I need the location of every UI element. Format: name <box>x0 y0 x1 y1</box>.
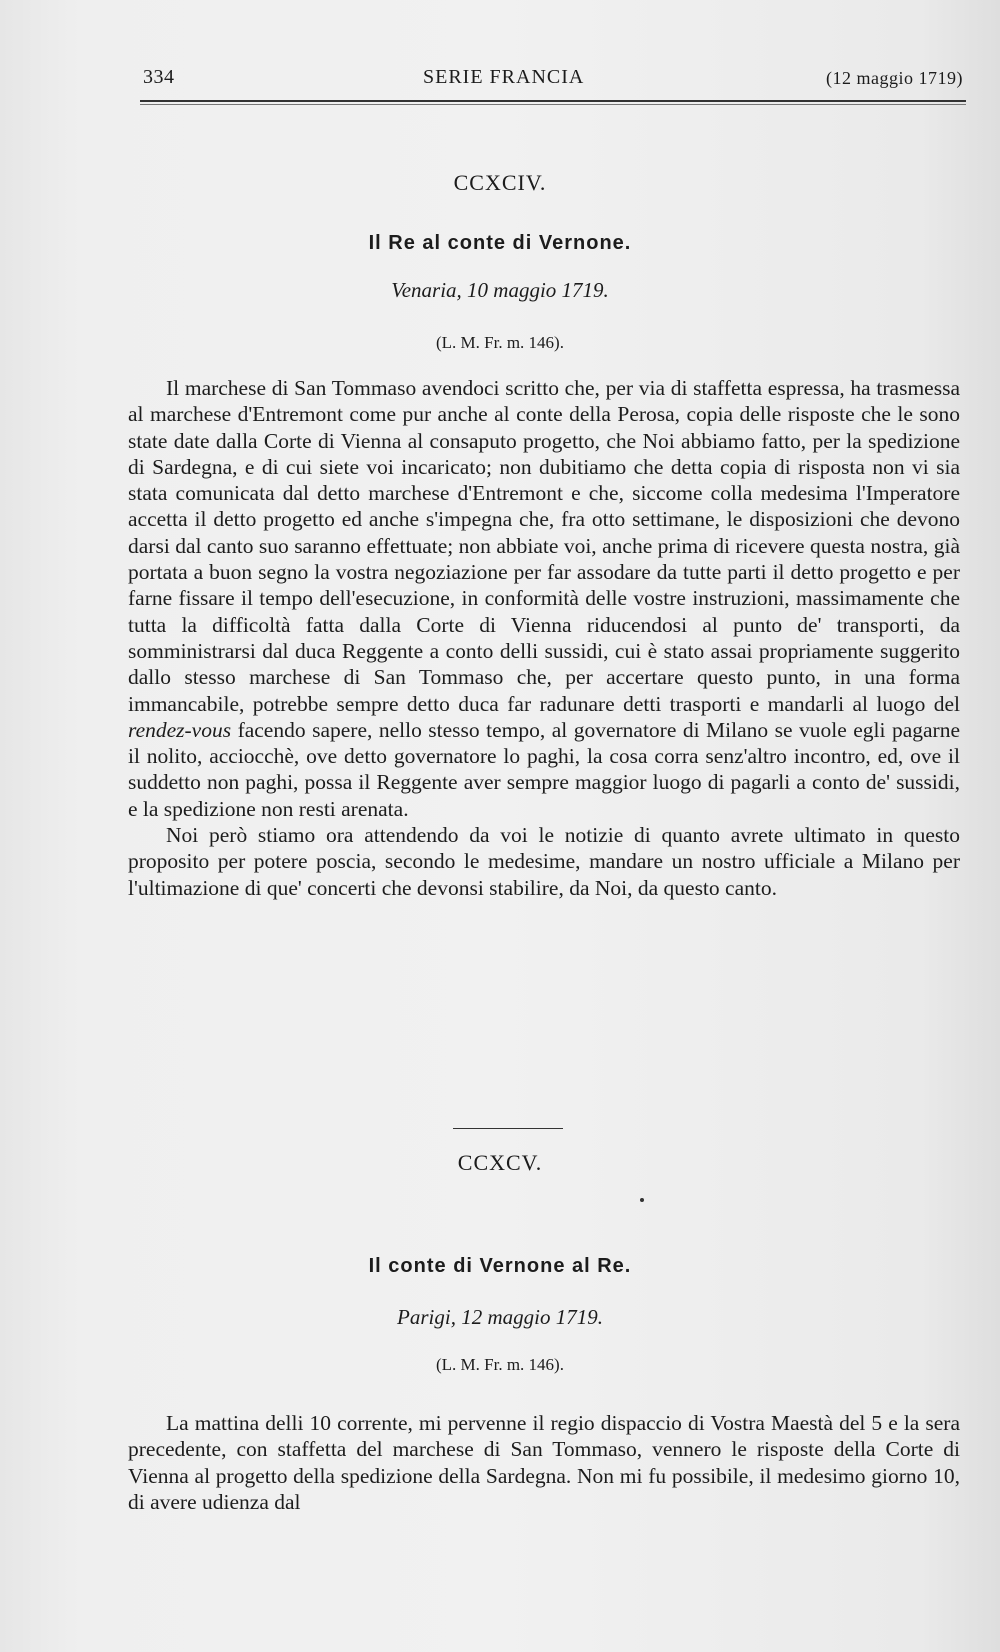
header-rule-thin <box>140 104 966 105</box>
separator-rule <box>453 1128 563 1129</box>
letter-body <box>128 1410 960 1515</box>
header-date: (12 maggio 1719) <box>826 68 963 88</box>
italic-phrase: rendez-vous <box>128 717 232 742</box>
body-paragraph: La mattina delli 10 corrente, mi pervenne il regio dispaccio di Vostra Maestà del 5 e la sera precedente, con staffetta del marchese di San Tommaso, vennero le risposte della Corte di Vienna al progetto della spedizione della Sardegna. Non mi fu possibile, il medesimo giorno 10, di avere udienza dal <box>128 1411 960 1514</box>
page-number: 334 <box>143 66 175 88</box>
letter-source: (L. M. Fr. m. 146). <box>436 333 564 352</box>
series-title: SERIE FRANCIA <box>423 66 585 88</box>
body-paragraph: Il marchese di San Tommaso avendoci scritto che, per via di staffetta espressa, ha trasmessa al marchese d'Entremont come pur anche al conte della Perosa, copia delle risposte che le sono state date dalla Corte di Vienna al consaputo progetto, che Noi abbiamo fatto, per la spedizione di Sardegna, e di cui siete voi incaricato; non dubitiamo che detta copia di risposta non vi sia stata comunicata dal detto marchese d'Entremont e che, siccome colla medesima l'Imperatore accetta il detto progetto ed anche s'impegna che, fra otto settimane, le disposizioni che devono darsi dal canto suo saranno effettuate; non abbiate voi, anche prima di ricevere questa nostra, già portata a buon segno la vostra negoziazione per far assodare da tutte parti il detto progetto e per farne fissare il tempo dell'esecuzione, in conformità delle vostre instruzioni, massimamente che tutta la difficoltà fatta dalla Corte di Vienna riducendosi al punto de' transporti, da somministrarsi dal duca Reggente a conto delli sussidi, cui è stato assai propriamente suggerito dallo stesso marchese di San Tommaso che, per accertare questo punto, in una forma immancabile, potrebbe sempre detto duca far radunare detti trasporti e mandarli al luogo del rendez-vous facendo sapere, nello stesso tempo, al governatore di Milano se vuole egli pagarne il nolito, acciocchè, ove detto governatore lo paghi, la cosa corra senz'altro incontro, ed, ove il suddetto non paghi, possa il Reggente aver sempre maggior luogo di pagarli a conto de' sussidi, e la spedizione non resti arenata. <box>128 376 960 821</box>
letter-source: (L. M. Fr. m. 146). <box>436 1355 564 1374</box>
letter-number: CCXCIV. <box>453 170 547 195</box>
letter-number: CCXCV. <box>457 1150 543 1175</box>
letter-heading: Il conte di Vernone al Re. <box>368 1255 632 1277</box>
ink-dot <box>640 1198 644 1202</box>
letter-body <box>128 375 960 901</box>
letter-place-date: Venaria, 10 maggio 1719. <box>391 278 609 302</box>
header-rule <box>140 100 966 102</box>
letter-place-date: Parigi, 12 maggio 1719. <box>397 1305 603 1329</box>
letter-heading: Il Re al conte di Vernone. <box>368 232 632 254</box>
running-header <box>143 62 963 92</box>
body-paragraph: Noi però stiamo ora attendendo da voi le notizie di quanto avrete ultimato in questo proposito per potere poscia, secondo le medesime, mandare un nostro ufficiale a Milano per l'ultimazione di que' concerti che devonsi stabilire, da Noi, da questo canto. <box>128 823 960 900</box>
